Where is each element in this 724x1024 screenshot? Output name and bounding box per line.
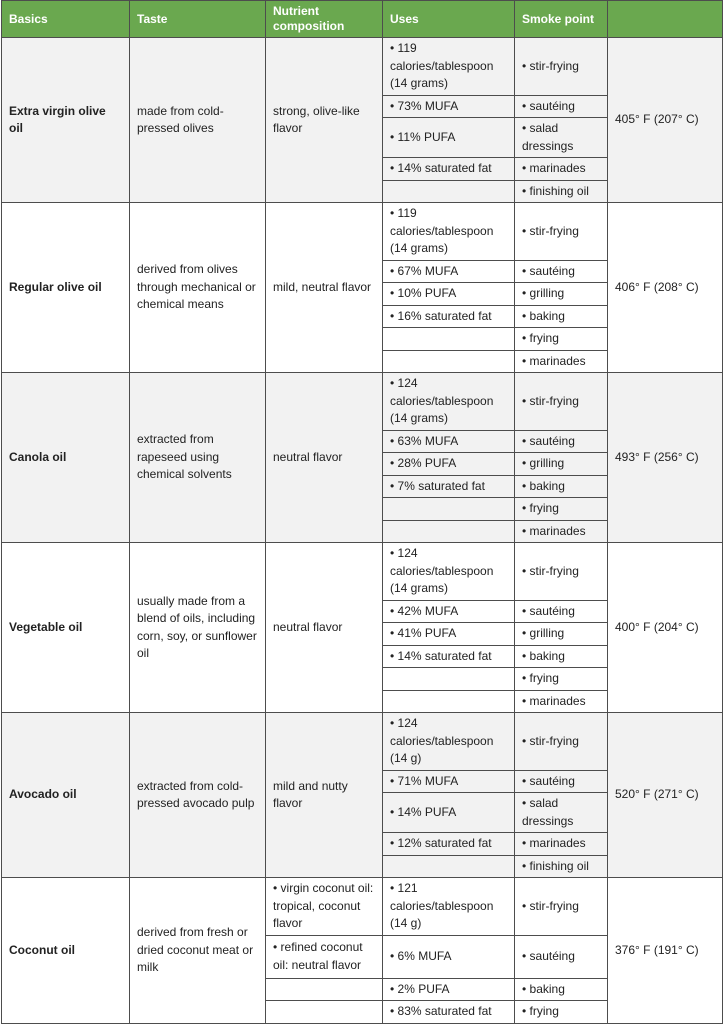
oil-vegetable-oil-taste: usually made from a blend of oils, including corn, soy, or sunflower oil — [130, 543, 266, 713]
oil-vegetable-oil-smoke-point: 400° F (204° C) — [608, 543, 723, 713]
oil-regular-olive-oil-uses-item — [383, 328, 515, 351]
header-nutrient-composition: Nutrient composition — [266, 1, 383, 38]
oil-vegetable-oil-smoke-use: • marinades — [515, 690, 608, 713]
oil-avocado-oil-uses-item — [383, 855, 515, 878]
oil-canola-oil-nutrient: neutral flavor — [266, 373, 383, 543]
oil-extra-virgin-olive-oil-name: Extra virgin olive oil — [2, 38, 130, 203]
oil-regular-olive-oil-nutrient: mild, neutral flavor — [266, 203, 383, 373]
oil-avocado-oil-uses-item: • 71% MUFA — [383, 770, 515, 793]
oil-coconut-oil-nutrient-item — [266, 1001, 383, 1024]
oil-vegetable-oil-uses-item: • 14% saturated fat — [383, 645, 515, 668]
oil-canola-oil-smoke-use: • frying — [515, 498, 608, 521]
oil-avocado-oil-taste: extracted from cold-pressed avocado pulp — [130, 713, 266, 878]
oil-canola-oil-uses-item: • 124 calories/tablespoon (14 grams) — [383, 373, 515, 431]
oil-coconut-oil-smoke-use: • baking — [515, 978, 608, 1001]
oil-extra-virgin-olive-oil-uses-item: • 119 calories/tablespoon (14 grams) — [383, 38, 515, 96]
oil-vegetable-oil-smoke-use: • frying — [515, 668, 608, 691]
oil-canola-oil-uses-item: • 63% MUFA — [383, 430, 515, 453]
oil-coconut-oil-smoke-point: 376° F (191° C) — [608, 878, 723, 1024]
oil-avocado-oil-smoke-use: • finishing oil — [515, 855, 608, 878]
oil-extra-virgin-olive-oil-smoke-point: 405° F (207° C) — [608, 38, 723, 203]
oil-vegetable-oil-uses-item — [383, 690, 515, 713]
header-basics: Basics — [2, 1, 130, 38]
oil-vegetable-oil-nutrient: neutral flavor — [266, 543, 383, 713]
oil-extra-virgin-olive-oil-smoke-use: • stir-frying — [515, 38, 608, 96]
oil-coconut-oil-smoke-use: • frying — [515, 1001, 608, 1024]
oil-avocado-oil-smoke-use: • sautéing — [515, 770, 608, 793]
oil-extra-virgin-olive-oil-nutrient: strong, olive-like flavor — [266, 38, 383, 203]
oil-regular-olive-oil-uses-item — [383, 350, 515, 373]
oil-extra-virgin-olive-oil-taste: made from cold-pressed olives — [130, 38, 266, 203]
oil-coconut-oil-nutrient-item — [266, 978, 383, 1001]
oil-extra-virgin-olive-oil-uses-item: • 14% saturated fat — [383, 158, 515, 181]
oil-regular-olive-oil-uses-item: • 16% saturated fat — [383, 305, 515, 328]
oil-regular-olive-oil-smoke-use: • frying — [515, 328, 608, 351]
oil-regular-olive-oil-uses-item: • 119 calories/tablespoon (14 grams) — [383, 203, 515, 261]
oil-canola-oil-uses-item — [383, 520, 515, 543]
oil-regular-olive-oil-smoke-use: • stir-frying — [515, 203, 608, 261]
table-body — [2, 38, 723, 1024]
oil-avocado-oil-uses-item: • 124 calories/tablespoon (14 g) — [383, 713, 515, 771]
oil-vegetable-oil-uses-item: • 42% MUFA — [383, 600, 515, 623]
oil-vegetable-oil-uses-item: • 41% PUFA — [383, 623, 515, 646]
oil-canola-oil-smoke-use: • stir-frying — [515, 373, 608, 431]
table-row — [2, 713, 723, 771]
oil-avocado-oil-uses-item: • 14% PUFA — [383, 793, 515, 833]
oil-avocado-oil-uses-item: • 12% saturated fat — [383, 833, 515, 856]
oil-regular-olive-oil-smoke-use: • marinades — [515, 350, 608, 373]
oil-regular-olive-oil-smoke-use: • grilling — [515, 283, 608, 306]
oil-canola-oil-uses-item: • 7% saturated fat — [383, 475, 515, 498]
oils-comparison-table — [1, 0, 723, 1024]
oil-regular-olive-oil-smoke-point: 406° F (208° C) — [608, 203, 723, 373]
oil-coconut-oil-name: Coconut oil — [2, 878, 130, 1024]
oil-avocado-oil-smoke-use: • salad dressings — [515, 793, 608, 833]
oil-canola-oil-smoke-use: • baking — [515, 475, 608, 498]
oil-canola-oil-uses-item — [383, 498, 515, 521]
table-row — [2, 38, 723, 96]
oil-extra-virgin-olive-oil-uses-item: • 73% MUFA — [383, 95, 515, 118]
header-taste: Taste — [130, 1, 266, 38]
oil-vegetable-oil-uses-item — [383, 668, 515, 691]
oil-extra-virgin-olive-oil-smoke-use: • finishing oil — [515, 180, 608, 203]
oil-canola-oil-smoke-use: • marinades — [515, 520, 608, 543]
oil-coconut-oil-smoke-use: • sautéing — [515, 935, 608, 978]
oil-avocado-oil-nutrient: mild and nutty flavor — [266, 713, 383, 878]
oil-coconut-oil-taste: derived from fresh or dried coconut meat or milk — [130, 878, 266, 1024]
oil-extra-virgin-olive-oil-uses-item: • 11% PUFA — [383, 118, 515, 158]
oil-extra-virgin-olive-oil-uses-item — [383, 180, 515, 203]
oil-regular-olive-oil-uses-item: • 10% PUFA — [383, 283, 515, 306]
header-smoke-point: Smoke point — [515, 1, 608, 38]
oil-regular-olive-oil-uses-item: • 67% MUFA — [383, 260, 515, 283]
oil-canola-oil-smoke-point: 493° F (256° C) — [608, 373, 723, 543]
oil-coconut-oil-nutrient-item: • refined coconut oil: neutral flavor — [266, 935, 383, 978]
oil-vegetable-oil-smoke-use: • baking — [515, 645, 608, 668]
table-row — [2, 203, 723, 261]
oil-regular-olive-oil-smoke-use: • sautéing — [515, 260, 608, 283]
header-uses: Uses — [383, 1, 515, 38]
table-row — [2, 878, 723, 936]
oil-coconut-oil-nutrient-item: • virgin coconut oil: tropical, coconut flavor — [266, 878, 383, 936]
oil-canola-oil-name: Canola oil — [2, 373, 130, 543]
oil-vegetable-oil-smoke-use: • grilling — [515, 623, 608, 646]
oil-canola-oil-smoke-use: • grilling — [515, 453, 608, 476]
oil-coconut-oil-uses-item: • 2% PUFA — [383, 978, 515, 1001]
oil-regular-olive-oil-name: Regular olive oil — [2, 203, 130, 373]
oil-vegetable-oil-name: Vegetable oil — [2, 543, 130, 713]
table-row — [2, 543, 723, 601]
oil-canola-oil-taste: extracted from rapeseed using chemical solvents — [130, 373, 266, 543]
oil-extra-virgin-olive-oil-smoke-use: • marinades — [515, 158, 608, 181]
oil-avocado-oil-smoke-use: • marinades — [515, 833, 608, 856]
oil-coconut-oil-uses-item: • 83% saturated fat — [383, 1001, 515, 1024]
oil-extra-virgin-olive-oil-smoke-use: • salad dressings — [515, 118, 608, 158]
oil-avocado-oil-smoke-use: • stir-frying — [515, 713, 608, 771]
oil-coconut-oil-uses-item: • 121 calories/tablespoon (14 g) — [383, 878, 515, 936]
oil-avocado-oil-name: Avocado oil — [2, 713, 130, 878]
oil-canola-oil-smoke-use: • sautéing — [515, 430, 608, 453]
oil-extra-virgin-olive-oil-smoke-use: • sautéing — [515, 95, 608, 118]
oil-canola-oil-uses-item: • 28% PUFA — [383, 453, 515, 476]
oil-vegetable-oil-smoke-use: • stir-frying — [515, 543, 608, 601]
oil-coconut-oil-smoke-use: • stir-frying — [515, 878, 608, 936]
oil-regular-olive-oil-smoke-use: • baking — [515, 305, 608, 328]
oil-coconut-oil-uses-item: • 6% MUFA — [383, 935, 515, 978]
header-empty — [608, 1, 723, 38]
oil-avocado-oil-smoke-point: 520° F (271° C) — [608, 713, 723, 878]
header-row — [2, 1, 723, 38]
oil-vegetable-oil-uses-item: • 124 calories/tablespoon (14 grams) — [383, 543, 515, 601]
oil-vegetable-oil-smoke-use: • sautéing — [515, 600, 608, 623]
table-row — [2, 373, 723, 431]
oil-regular-olive-oil-taste: derived from olives through mechanical or chemical means — [130, 203, 266, 373]
